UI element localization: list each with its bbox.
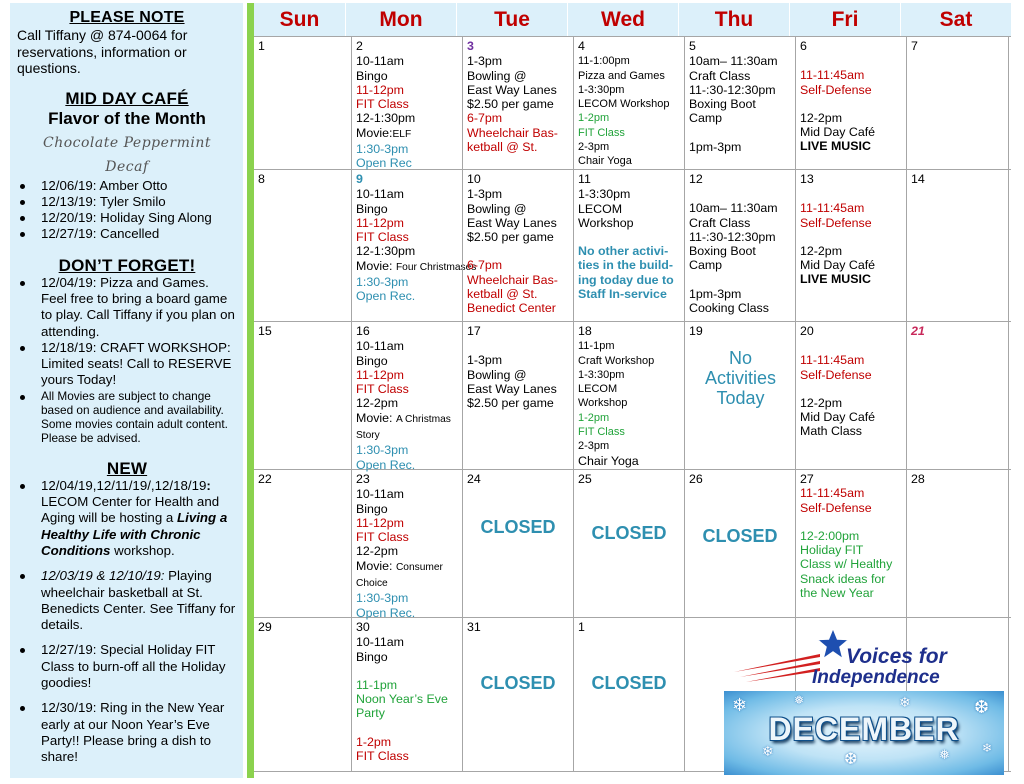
date-number: 5 bbox=[689, 39, 696, 53]
event-time: 1-2pm bbox=[578, 411, 610, 424]
spacer bbox=[800, 187, 903, 201]
event-name: Bowling @ bbox=[467, 68, 527, 83]
event-name: East Way Lanes bbox=[467, 381, 557, 396]
event-name: Chair Yoga bbox=[578, 155, 632, 168]
day-cell bbox=[462, 618, 573, 771]
day-cell bbox=[906, 322, 1009, 469]
spacer bbox=[800, 97, 903, 111]
date-number: 14 bbox=[911, 172, 925, 186]
event-name bbox=[356, 126, 459, 142]
list-item: 12/13/19: Tyler Smilo bbox=[17, 194, 237, 210]
event-name: Craft Workshop bbox=[578, 354, 655, 367]
list-item-dates: 12/04/19,12/11/19/,12/18/19 bbox=[41, 477, 207, 493]
event-name: Mid Day Café bbox=[800, 125, 876, 140]
event-time: 1pm-3pm bbox=[689, 286, 742, 301]
logo-line-2: Independence bbox=[812, 667, 940, 688]
date-number: 15 bbox=[258, 324, 272, 338]
date-number: 17 bbox=[467, 324, 481, 338]
day-cell bbox=[795, 37, 906, 169]
spacer bbox=[467, 339, 570, 353]
event-name: Cooking Class bbox=[689, 301, 769, 316]
movie-prefix: Movie: bbox=[356, 558, 393, 573]
event-time: 1-2pm bbox=[578, 112, 610, 125]
event-name: Bingo bbox=[356, 68, 388, 83]
event-name: Workshop bbox=[578, 215, 634, 230]
event-name: ketball @ St. bbox=[467, 287, 538, 302]
day-name-fri: Fri bbox=[790, 3, 901, 36]
event-name: Mid Day Café bbox=[800, 410, 876, 425]
day-name-tue: Tue bbox=[457, 3, 568, 36]
event-time: 11-12pm bbox=[356, 82, 404, 97]
event-name: Self-Defense bbox=[800, 82, 872, 97]
date-number: 29 bbox=[258, 620, 272, 634]
event-name: Workshop bbox=[578, 397, 628, 410]
event-name: Open Rec. bbox=[356, 289, 416, 304]
event-name: Wheelchair Bas- bbox=[467, 272, 558, 287]
date-number: 2 bbox=[356, 39, 363, 53]
event-time: 10-11am bbox=[356, 187, 404, 202]
day-cell bbox=[351, 37, 462, 169]
event-name: Boxing Boot bbox=[689, 244, 756, 259]
new-list bbox=[17, 478, 237, 766]
day-cell bbox=[684, 37, 795, 169]
event-name: Snack ideas for bbox=[800, 571, 886, 586]
list-item: 12/30/19: Ring in the New Year early at our Noon Year’s Eve Party!! Please bring a dish to share! bbox=[17, 700, 237, 765]
day-cell bbox=[795, 322, 906, 469]
speed-streaks-icon bbox=[732, 650, 822, 684]
event-name: Self-Defense bbox=[800, 215, 872, 230]
list-item: 12/06/19: Amber Otto bbox=[17, 178, 237, 194]
spacer bbox=[467, 244, 570, 258]
sidebar bbox=[10, 3, 243, 778]
event-time: 12-1:30pm bbox=[356, 244, 416, 259]
december-banner bbox=[724, 691, 1004, 775]
day-cell bbox=[351, 618, 462, 771]
day-cell bbox=[906, 37, 1009, 169]
event-time: 11-1pm bbox=[578, 340, 615, 353]
spacer bbox=[800, 382, 903, 396]
list-item-workshop-title: Living a Healthy Life with Chronic Conditions bbox=[41, 510, 228, 558]
event-name: Math Class bbox=[800, 424, 862, 439]
date-number: 12 bbox=[689, 172, 703, 186]
flavor-line-2: Decaf bbox=[105, 158, 149, 175]
day-cell bbox=[573, 618, 684, 771]
day-cell bbox=[795, 470, 906, 617]
day-cell bbox=[906, 470, 1009, 617]
list-item bbox=[17, 478, 237, 559]
spacer bbox=[800, 54, 903, 68]
flavor-title: Flavor of the Month bbox=[48, 108, 206, 128]
event-name: Bingo bbox=[356, 649, 388, 664]
closed-label: CLOSED bbox=[591, 673, 667, 693]
event-name: LECOM Workshop bbox=[578, 98, 670, 111]
event-time: 6-7pm bbox=[467, 111, 503, 126]
day-cell bbox=[684, 322, 795, 469]
snowflake-icon: ❅ bbox=[794, 693, 805, 707]
event-time: 1-2pm bbox=[356, 734, 392, 749]
day-cell bbox=[351, 322, 462, 472]
event-name: Bowling @ bbox=[467, 201, 527, 216]
day-name-thu: Thu bbox=[679, 3, 790, 36]
event-time: 1:30-3pm bbox=[356, 443, 409, 458]
spacer bbox=[689, 126, 792, 140]
notice-text: ties in the build- bbox=[578, 258, 673, 273]
dont-forget-heading: DON’T FORGET! bbox=[58, 255, 196, 275]
event-time: 12-2:00pm bbox=[800, 528, 860, 543]
day-cell bbox=[254, 618, 351, 771]
date-number: 13 bbox=[800, 172, 814, 186]
event-name: Craft Class bbox=[689, 215, 751, 230]
day-cell bbox=[573, 170, 684, 321]
date-number: 27 bbox=[800, 472, 814, 486]
event-name bbox=[356, 559, 459, 592]
day-cell bbox=[684, 470, 795, 617]
event-name: FIT Class bbox=[578, 426, 625, 439]
day-cell bbox=[795, 170, 906, 321]
event-name: ketball @ St. bbox=[467, 140, 538, 155]
list-item-dates: 12/03/19 & 12/10/19: bbox=[41, 568, 165, 584]
voices-for-independence-logo bbox=[718, 627, 1008, 777]
spacer bbox=[800, 515, 903, 529]
event-price: $2.50 per game bbox=[467, 97, 554, 112]
date-number: 31 bbox=[467, 620, 481, 634]
date-number: 8 bbox=[258, 172, 265, 186]
notice-text: ing today due to bbox=[578, 272, 674, 287]
event-time: 1-3pm bbox=[467, 54, 503, 69]
please-note-heading: PLEASE NOTE bbox=[69, 9, 185, 26]
day-name-sat: Sat bbox=[939, 8, 973, 31]
event-time: 10-11am bbox=[356, 339, 404, 354]
event-time: 11-1:00pm bbox=[578, 55, 630, 68]
list-item: 12/04/19: Pizza and Games. Feel free to bring a board game to play. Call Tiffany if you plan on attending. bbox=[17, 275, 237, 340]
event-name: Bowling @ bbox=[467, 367, 527, 382]
day-cell bbox=[573, 37, 684, 169]
date-number: 24 bbox=[467, 472, 481, 486]
event-time: 12-2pm bbox=[800, 243, 843, 258]
closed-label: CLOSED bbox=[591, 523, 667, 543]
day-name-sun: Sun bbox=[254, 3, 346, 36]
event-name: LECOM bbox=[578, 201, 623, 216]
day-cell bbox=[254, 322, 351, 469]
event-time: 10-11am bbox=[356, 487, 404, 502]
event-name bbox=[356, 258, 477, 275]
snowflake-icon: ❄ bbox=[982, 741, 993, 755]
event-name: FIT Class bbox=[356, 230, 409, 245]
date-number: 9 bbox=[356, 172, 363, 186]
star-icon bbox=[816, 627, 850, 661]
closed-label: CLOSED bbox=[480, 517, 556, 537]
event-time: 12-1:30pm bbox=[356, 111, 416, 126]
event-time: 11-11:45am bbox=[800, 68, 865, 83]
date-number: 28 bbox=[911, 472, 925, 486]
event-name: LIVE MUSIC bbox=[800, 272, 871, 287]
date-number: 19 bbox=[689, 324, 703, 338]
list-item: 12/27/19: Cancelled bbox=[17, 226, 237, 242]
date-number: 4 bbox=[578, 39, 585, 53]
event-name: Benedict Center bbox=[467, 301, 556, 316]
list-item: 12/20/19: Holiday Sing Along bbox=[17, 210, 237, 226]
movie-title: ELF bbox=[392, 128, 412, 140]
green-accent-bar bbox=[247, 3, 254, 778]
day-cell bbox=[573, 470, 684, 617]
event-time: 11-11:45am bbox=[800, 486, 865, 501]
cafe-heading: MID DAY CAFÉ bbox=[65, 88, 189, 108]
event-time: 1-3pm bbox=[467, 187, 503, 202]
event-name: Open Rec. bbox=[356, 605, 416, 620]
event-name: East Way Lanes bbox=[467, 82, 557, 97]
new-heading: NEW bbox=[106, 458, 148, 478]
event-price: $2.50 per game bbox=[467, 396, 554, 411]
date-number: 11 bbox=[578, 172, 591, 186]
day-cell bbox=[254, 470, 351, 617]
event-time: 11-12pm bbox=[356, 515, 404, 530]
event-time: 6-7pm bbox=[467, 258, 503, 273]
event-time: 10am– 11:30am bbox=[689, 201, 778, 216]
day-name-mon: Mon bbox=[346, 3, 457, 36]
event-name: Holiday FIT bbox=[800, 543, 864, 558]
dont-forget-list bbox=[17, 275, 237, 389]
date-number: 7 bbox=[911, 39, 918, 53]
event-time: 12-2pm bbox=[356, 544, 399, 559]
month-title: DECEMBER bbox=[768, 711, 960, 747]
event-time: 1-3:30pm bbox=[578, 83, 625, 96]
event-name: East Way Lanes bbox=[467, 215, 557, 230]
event-time: 10-11am bbox=[356, 54, 404, 69]
event-name: Chair Yoga bbox=[578, 453, 639, 468]
event-name: Craft Class bbox=[689, 68, 751, 83]
event-name: Noon Year’s Eve bbox=[356, 692, 448, 707]
date-number: 3 bbox=[467, 39, 474, 53]
event-name bbox=[356, 411, 459, 444]
date-number: 6 bbox=[800, 39, 807, 53]
logo-line-1: Voices for bbox=[846, 645, 947, 668]
movie-prefix: Movie: bbox=[356, 410, 393, 425]
day-name-wed: Wed bbox=[568, 3, 679, 36]
spacer bbox=[800, 230, 903, 244]
movie-disclaimer-list bbox=[17, 389, 237, 445]
notice-text: No other activi- bbox=[578, 244, 669, 259]
please-note-text: Call Tiffany @ 874-0064 for reservations, information or questions. bbox=[17, 27, 188, 76]
closed-label: CLOSED bbox=[480, 673, 556, 693]
day-cell bbox=[573, 322, 684, 469]
list-item-colon: : bbox=[206, 477, 211, 493]
event-name: Class w/ Healthy bbox=[800, 557, 893, 572]
day-cell bbox=[254, 170, 351, 321]
day-cell bbox=[462, 322, 573, 469]
snowflake-icon: ❅ bbox=[939, 747, 950, 762]
movie-title: Consumer Choice bbox=[356, 561, 443, 590]
cafe-schedule-list bbox=[17, 178, 237, 243]
day-cell bbox=[351, 470, 462, 620]
day-cell bbox=[351, 170, 477, 321]
event-price: $2.50 per game bbox=[467, 230, 554, 245]
list-item: 12/18/19: CRAFT WORKSHOP: Limited seats! Call to RESERVE yours Today! bbox=[17, 340, 237, 389]
event-time: 12-2pm bbox=[800, 110, 843, 125]
list-item-text-end: workshop. bbox=[110, 542, 175, 558]
date-number: 18 bbox=[578, 324, 592, 338]
event-name: Bingo bbox=[356, 501, 388, 516]
no-activities-notice bbox=[689, 348, 792, 408]
snowflake-icon: ❆ bbox=[974, 697, 990, 717]
closed-label: CLOSED bbox=[702, 526, 778, 546]
week-row bbox=[254, 470, 1011, 618]
event-name: Boxing Boot bbox=[689, 97, 756, 112]
snowflake-icon: ❄ bbox=[899, 694, 911, 710]
event-name: Self-Defense bbox=[800, 367, 872, 382]
event-name: Bingo bbox=[356, 201, 388, 216]
event-name: LIVE MUSIC bbox=[800, 139, 871, 154]
event-time: 12-2pm bbox=[356, 396, 399, 411]
week-row bbox=[254, 322, 1011, 470]
event-name: Mid Day Café bbox=[800, 258, 876, 273]
event-time: 11-11:45am bbox=[800, 201, 865, 216]
event-name: Camp bbox=[689, 258, 723, 273]
day-cell bbox=[462, 37, 573, 169]
event-time: 1:30-3pm bbox=[356, 142, 409, 157]
date-number: 20 bbox=[800, 324, 814, 338]
spacer bbox=[578, 230, 681, 244]
event-time: 11-11:45am bbox=[800, 353, 865, 368]
day-cell bbox=[254, 37, 351, 169]
date-number: 22 bbox=[258, 472, 272, 486]
event-name: Open Rec bbox=[356, 156, 412, 171]
event-time: 1-3:30pm bbox=[578, 187, 631, 202]
event-name: Pizza and Games bbox=[578, 69, 665, 82]
flavor-line-1: Chocolate Peppermint bbox=[43, 134, 211, 151]
list-item: 12/27/19: Special Holiday FIT Class to burn-off all the Holiday goodies! bbox=[17, 642, 237, 691]
day-cell bbox=[462, 470, 573, 617]
snowflake-icon: ❄ bbox=[762, 743, 774, 759]
snowflake-icon: ❄ bbox=[732, 695, 748, 715]
event-time: 11-12pm bbox=[356, 215, 404, 230]
event-time: 1:30-3pm bbox=[356, 591, 409, 606]
event-time: 2-3pm bbox=[578, 440, 610, 453]
event-time: 1:30-3pm bbox=[356, 275, 409, 290]
event-name: Bingo bbox=[356, 353, 388, 368]
date-number: 30 bbox=[356, 620, 370, 634]
week-row bbox=[254, 170, 1011, 322]
event-time: 10-11am bbox=[356, 635, 404, 650]
event-name: Party bbox=[356, 706, 385, 721]
spacer bbox=[356, 664, 459, 678]
week-row bbox=[254, 36, 1011, 170]
event-time: 11-1pm bbox=[356, 677, 398, 692]
movie-title: Four Christmases bbox=[395, 261, 477, 273]
spacer bbox=[689, 273, 792, 287]
spacer bbox=[800, 339, 903, 353]
event-time: 1-3:30pm bbox=[578, 368, 625, 381]
notice-line: Activities bbox=[704, 368, 776, 389]
calendar-header bbox=[254, 3, 1011, 36]
date-number: 16 bbox=[356, 324, 370, 338]
event-name: FIT Class bbox=[356, 382, 409, 397]
list-item-text: LECOM Center for Health and Aging will be hosting a bbox=[41, 494, 220, 526]
event-name: FIT Class bbox=[356, 530, 409, 545]
event-name: LECOM bbox=[578, 383, 618, 396]
event-time: 11-12pm bbox=[356, 367, 404, 382]
notice-line: No bbox=[728, 348, 752, 369]
event-time: 11-:30-12:30pm bbox=[689, 82, 776, 97]
movie-prefix: Movie: bbox=[356, 125, 393, 140]
movie-title: A Christmas Story bbox=[356, 413, 451, 442]
event-name: Open Rec. bbox=[356, 457, 416, 472]
date-number: 1 bbox=[258, 39, 265, 53]
notice-text: Staff In-service bbox=[578, 287, 667, 302]
date-number: 10 bbox=[467, 172, 481, 186]
list-item-text: Playing wheelchair basketball at St. Benedicts Center. See Tiffany for details. bbox=[41, 568, 236, 633]
event-time: 2-3pm bbox=[578, 141, 610, 154]
date-number: 26 bbox=[689, 472, 703, 486]
event-name: Self-Defense bbox=[800, 500, 872, 515]
event-name: FIT Class bbox=[356, 749, 409, 764]
event-time: 11-:30-12:30pm bbox=[689, 229, 776, 244]
day-cell bbox=[906, 170, 1009, 321]
event-name: Wheelchair Bas- bbox=[467, 125, 558, 140]
list-item bbox=[17, 568, 237, 633]
day-cell bbox=[462, 170, 573, 321]
list-item: All Movies are subject to change based on audience and availability. Some movies contain adult content. Please be advised. bbox=[17, 389, 237, 445]
notice-line: Today bbox=[716, 388, 765, 409]
event-name: Camp bbox=[689, 111, 723, 126]
event-name: the New Year bbox=[800, 586, 874, 601]
day-cell bbox=[684, 170, 795, 321]
spacer bbox=[356, 721, 459, 735]
movie-prefix: Movie: bbox=[356, 258, 393, 273]
date-number: 21 bbox=[911, 324, 925, 338]
event-name: FIT Class bbox=[356, 97, 409, 112]
event-time: 12-2pm bbox=[800, 395, 843, 410]
spacer bbox=[689, 187, 792, 201]
date-number: 1 bbox=[578, 620, 585, 634]
event-name: FIT Class bbox=[578, 126, 625, 139]
date-number: 25 bbox=[578, 472, 592, 486]
event-time: 10am– 11:30am bbox=[689, 54, 778, 69]
event-time: 1-3pm bbox=[467, 353, 503, 368]
event-time: 1pm-3pm bbox=[689, 139, 742, 154]
snowflake-icon: ❆ bbox=[844, 751, 858, 768]
date-number: 23 bbox=[356, 472, 370, 486]
